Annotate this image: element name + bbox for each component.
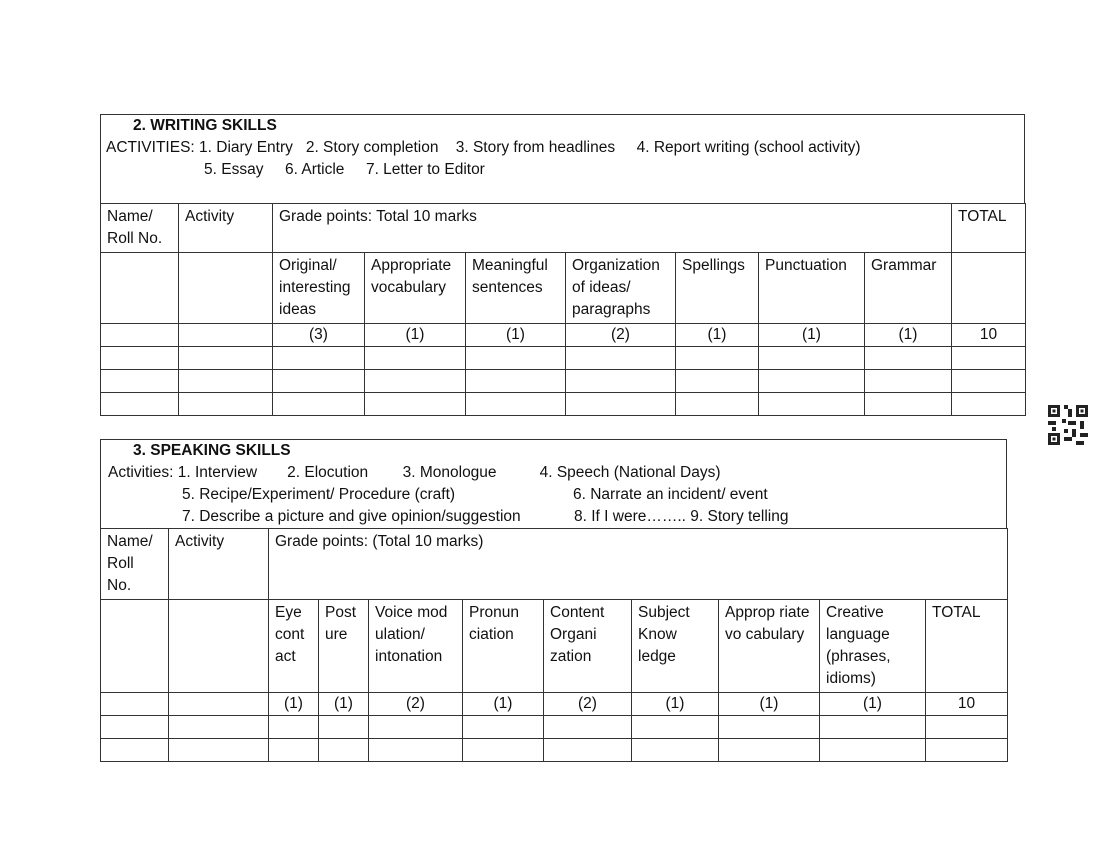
writing-col-grade: Grade points: Total 10 marks <box>273 204 952 253</box>
speaking-activities-line2b: 6. Narrate an incident/ event <box>573 486 768 503</box>
blank-cell[interactable] <box>676 347 759 370</box>
writing-empty-cell <box>101 324 179 347</box>
blank-cell[interactable] <box>269 716 319 739</box>
speaking-activities-line3a: 7. Describe a picture and give opinion/suggestion <box>182 508 521 525</box>
writing-col-activity: Activity <box>179 204 273 253</box>
writing-activities-line1: ACTIVITIES: 1. Diary Entry 2. Story completion 3. Story from headlines 4. Report writing (school activity) <box>106 139 861 156</box>
table-row <box>101 393 1026 416</box>
writing-skills-title: 2. WRITING SKILLS <box>133 117 277 134</box>
blank-cell[interactable] <box>319 716 369 739</box>
speaking-criterion: Content Organi zation <box>544 600 632 693</box>
table-row <box>101 716 1008 739</box>
writing-col-total: TOTAL <box>952 204 1026 253</box>
blank-cell[interactable] <box>566 393 676 416</box>
writing-empty-cell <box>101 253 179 324</box>
speaking-mark: (1) <box>820 693 926 716</box>
blank-cell[interactable] <box>759 393 865 416</box>
blank-cell[interactable] <box>865 393 952 416</box>
blank-cell[interactable] <box>865 370 952 393</box>
blank-cell[interactable] <box>820 716 926 739</box>
speaking-col-grade: Grade points: (Total 10 marks) <box>269 529 1008 600</box>
speaking-col-total: TOTAL <box>926 600 1008 693</box>
writing-mark: (1) <box>759 324 865 347</box>
blank-cell[interactable] <box>952 347 1026 370</box>
blank-cell[interactable] <box>632 716 719 739</box>
blank-cell[interactable] <box>544 716 632 739</box>
speaking-criterion: Approp riate vo cabulary <box>719 600 820 693</box>
blank-cell[interactable] <box>101 370 179 393</box>
speaking-empty-cell <box>169 600 269 693</box>
blank-cell[interactable] <box>544 739 632 762</box>
writing-criterion: Punctuation <box>759 253 865 324</box>
speaking-criterion: Creative language (phrases, idioms) <box>820 600 926 693</box>
speaking-skills-table <box>100 528 1008 762</box>
blank-cell[interactable] <box>169 739 269 762</box>
blank-cell[interactable] <box>101 347 179 370</box>
speaking-mark: (1) <box>632 693 719 716</box>
writing-criterion: Appropriate vocabulary <box>365 253 466 324</box>
blank-cell[interactable] <box>566 347 676 370</box>
blank-cell[interactable] <box>365 393 466 416</box>
blank-cell[interactable] <box>179 370 273 393</box>
speaking-mark: (1) <box>269 693 319 716</box>
speaking-criterion: Subject Know ledge <box>632 600 719 693</box>
speaking-criterion: Voice mod ulation/ intonation <box>369 600 463 693</box>
writing-criterion: Grammar <box>865 253 952 324</box>
blank-cell[interactable] <box>273 393 365 416</box>
writing-criterion: Original/ interesting ideas <box>273 253 365 324</box>
speaking-activities-line3b: 8. If I were…….. 9. Story telling <box>574 508 789 525</box>
writing-skills-header <box>100 114 1025 204</box>
speaking-empty-cell <box>169 693 269 716</box>
speaking-mark: (1) <box>463 693 544 716</box>
speaking-total-mark: 10 <box>926 693 1008 716</box>
writing-criterion: Organization of ideas/ paragraphs <box>566 253 676 324</box>
speaking-mark: (2) <box>369 693 463 716</box>
writing-skills-table <box>100 203 1026 416</box>
writing-mark: (1) <box>865 324 952 347</box>
writing-mark: (2) <box>566 324 676 347</box>
speaking-criterion: Post ure <box>319 600 369 693</box>
speaking-criterion: Eye cont act <box>269 600 319 693</box>
speaking-activities-line1: Activities: 1. Interview 2. Elocution 3. Monologue 4. Speech (National Days) <box>108 464 721 481</box>
speaking-skills-title: 3. SPEAKING SKILLS <box>133 442 291 459</box>
blank-cell[interactable] <box>101 716 169 739</box>
speaking-criterion: Pronun ciation <box>463 600 544 693</box>
blank-cell[interactable] <box>566 370 676 393</box>
blank-cell[interactable] <box>273 370 365 393</box>
speaking-activities-line2a: 5. Recipe/Experiment/ Procedure (craft) <box>182 486 456 503</box>
speaking-empty-cell <box>101 693 169 716</box>
blank-cell[interactable] <box>466 347 566 370</box>
table-row <box>101 739 1008 762</box>
writing-mark: (1) <box>676 324 759 347</box>
blank-cell[interactable] <box>101 739 169 762</box>
blank-cell[interactable] <box>179 393 273 416</box>
blank-cell[interactable] <box>676 370 759 393</box>
blank-cell[interactable] <box>676 393 759 416</box>
blank-cell[interactable] <box>101 393 179 416</box>
blank-cell[interactable] <box>365 347 466 370</box>
writing-total-mark: 10 <box>952 324 1026 347</box>
blank-cell[interactable] <box>369 739 463 762</box>
writing-mark: (3) <box>273 324 365 347</box>
writing-mark: (1) <box>466 324 566 347</box>
blank-cell[interactable] <box>273 347 365 370</box>
blank-cell[interactable] <box>319 739 369 762</box>
blank-cell[interactable] <box>952 370 1026 393</box>
blank-cell[interactable] <box>926 716 1008 739</box>
blank-cell[interactable] <box>926 739 1008 762</box>
writing-col-name: Name/ Roll No. <box>101 204 179 253</box>
speaking-col-name: Name/ Roll No. <box>101 529 169 600</box>
blank-cell[interactable] <box>269 739 319 762</box>
speaking-mark: (1) <box>319 693 369 716</box>
writing-empty-cell <box>179 324 273 347</box>
speaking-skills-header <box>100 439 1007 529</box>
blank-cell[interactable] <box>179 347 273 370</box>
blank-cell[interactable] <box>632 739 719 762</box>
blank-cell[interactable] <box>466 393 566 416</box>
speaking-col-activity: Activity <box>169 529 269 600</box>
speaking-mark: (1) <box>719 693 820 716</box>
table-row <box>101 347 1026 370</box>
writing-criterion: Meaningful sentences <box>466 253 566 324</box>
speaking-mark: (2) <box>544 693 632 716</box>
blank-cell[interactable] <box>719 739 820 762</box>
blank-cell[interactable] <box>369 716 463 739</box>
writing-empty-cell <box>952 253 1026 324</box>
writing-mark: (1) <box>365 324 466 347</box>
blank-cell[interactable] <box>463 739 544 762</box>
blank-cell[interactable] <box>820 739 926 762</box>
blank-cell[interactable] <box>865 347 952 370</box>
blank-cell[interactable] <box>719 716 820 739</box>
blank-cell[interactable] <box>365 370 466 393</box>
qr-code-icon <box>1048 405 1088 445</box>
writing-activities-line2: 5. Essay 6. Article 7. Letter to Editor <box>204 161 485 178</box>
blank-cell[interactable] <box>759 370 865 393</box>
writing-criterion: Spellings <box>676 253 759 324</box>
speaking-empty-cell <box>101 600 169 693</box>
blank-cell[interactable] <box>466 370 566 393</box>
blank-cell[interactable] <box>463 716 544 739</box>
blank-cell[interactable] <box>759 347 865 370</box>
blank-cell[interactable] <box>169 716 269 739</box>
writing-empty-cell <box>179 253 273 324</box>
blank-cell[interactable] <box>952 393 1026 416</box>
table-row <box>101 370 1026 393</box>
